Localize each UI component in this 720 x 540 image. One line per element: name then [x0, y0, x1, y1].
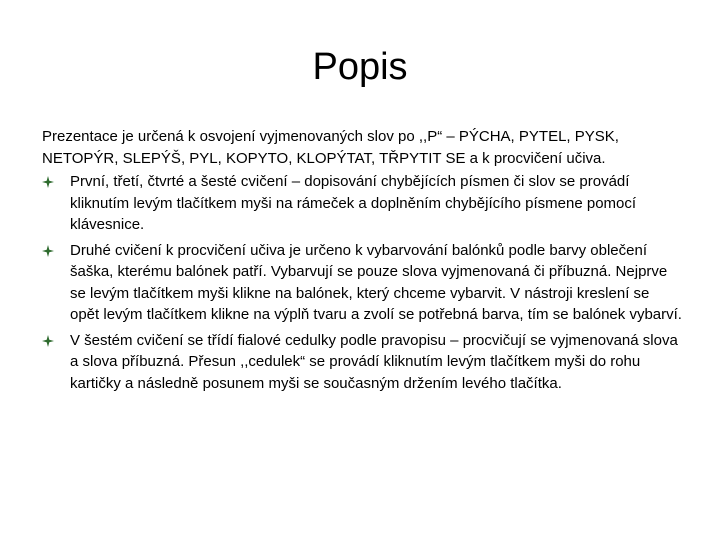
- diamond-bullet-icon: [42, 335, 54, 347]
- diamond-bullet-icon: [42, 245, 54, 257]
- slide-title: Popis: [312, 46, 408, 88]
- list-item-text: V šestém cvičení se třídí fialové cedulky podle pravopisu – procvičují se vyjmenovaná slova a slova příbuzná. Přesun ,,cedulek“ se provádí kliknutím levým tlačítkem myši do rohu kartičky a následně posunem myši se současným držením levého tlačítka.: [70, 331, 678, 392]
- list-item-text: Druhé cvičení k procvičení učiva je určeno k vybarvování balónků podle barvy oblečení šaška, kterému balónek patří. Vybarvují se pouze slova vyjmenovaná či příbuzná. Nejprve se levým tlačítkem myši klikne na balónek, který chceme vybarvit. V nástroji kreslení se opět levým tlačítkem klikne na výplň tvaru a zvolí se potřebná barva, tím se balónek vybarví.: [70, 241, 682, 323]
- list-item: [42, 171, 682, 236]
- list-item: [42, 330, 682, 395]
- slide-body: [42, 126, 682, 398]
- intro-paragraph: Prezentace je určená k osvojení vyjmenovaných slov po ,,P“ – PÝCHA, PYTEL, PYSK, NETOPÝR, SLEPÝŠ, PYL, KOPYTO, KLOPÝTAT, TŘPYTIT SE a k procvičení učiva.: [42, 128, 619, 167]
- list-item-text: První, třetí, čtvrté a šesté cvičení – dopisování chybějících písmen či slov se provádí kliknutím levým tlačítkem myši na rámeček a doplněním chybějícího písmene pomocí klávesnice.: [70, 173, 637, 233]
- diamond-bullet-icon: [42, 176, 54, 188]
- list-item: [42, 240, 682, 326]
